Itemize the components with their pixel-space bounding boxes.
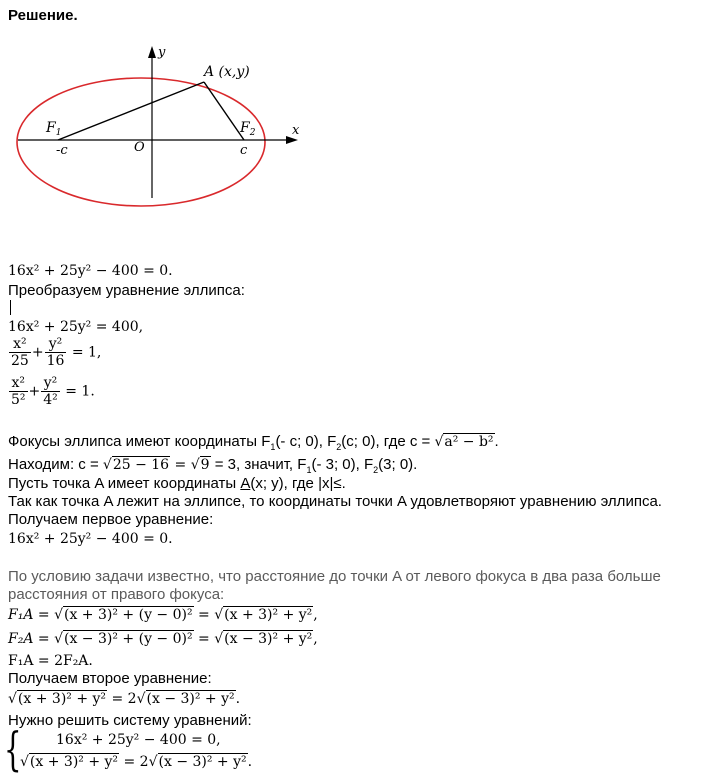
label-f2: $F_2$ <box>240 120 256 138</box>
find-c-line: Находим: c = √25 − 16 = √9 = 3, значит, $F_1(-$ 3; 0), $F_2(3$; 0). <box>8 456 418 475</box>
distance-f1a: F₁A = √(x + 3)² + (y − 0)² = √(x + 3)² + y², <box>8 607 318 623</box>
fraction-y-16: $\frac{\text{y²}}{16}$ <box>46 336 65 369</box>
fraction-y-4sq: $\frac{\text{y²}}{\text{4²}}$ <box>43 375 58 408</box>
label-point-a: A (x,y) <box>204 64 250 80</box>
transform-title: Преобразуем уравнение эллипса: <box>8 282 245 299</box>
fraction-equation-2: $\frac{\text{x²}}{\text{5²}}$ + $\frac{\text{y²}}{\text{4²}}$ = 1. <box>11 375 95 408</box>
system-title: Нужно решить систему уравнений: <box>8 712 252 729</box>
label-f1: $F_1$ <box>46 120 62 138</box>
equation-2: 16x² + 25y² = 400, <box>8 319 144 335</box>
fraction-x-25: $\frac{\text{x²}}{25}$ <box>11 336 29 369</box>
label-minus-c: -c <box>56 143 68 158</box>
system-brace: { <box>4 722 22 776</box>
system-row-1: 16x² + 25y² − 400 = 0, <box>56 732 221 748</box>
condition-line-1: По условию задачи известно, что расстояние до точки A от левого фокуса в два раза больше <box>8 568 661 585</box>
equation-1: 16x² + 25y² − 400 = 0. <box>8 263 173 279</box>
solution-heading: Решение. <box>8 7 78 24</box>
label-x: x <box>292 123 300 138</box>
label-origin: O <box>134 140 145 155</box>
point-a-link[interactable]: A <box>240 475 251 492</box>
segment-a-f2 <box>204 82 244 140</box>
label-c: c <box>240 143 248 158</box>
first-equation-title: Получаем первое уравнение: <box>8 511 214 528</box>
ellipse-figure <box>0 40 320 210</box>
label-y: y <box>158 45 166 60</box>
distance-f2a: F₂A = √(x − 3)² + (y − 0)² = √(x − 3)² + y², <box>8 631 318 647</box>
condition-line-2: расстояния от правого фокуса: <box>8 586 225 603</box>
distance-relation: F₁A = 2F₂A. <box>8 653 93 669</box>
point-on-ellipse-line: Так как точка A лежит на эллипсе, то координаты точки A удовлетворяют уравнению эллипса. <box>8 493 662 510</box>
second-equation: √(x + 3)² + y² = 2√(x − 3)² + y². <box>8 691 241 707</box>
y-axis-arrow <box>148 46 156 58</box>
text-cursor <box>10 300 11 315</box>
fraction-equation-1: $\frac{\text{x²}}{25}$ + $\frac{\text{y²}}{16}$ = 1, <box>11 336 102 369</box>
second-equation-title: Получаем второе уравнение: <box>8 670 212 687</box>
point-a-line: Пусть точка A имеет координаты A(x; y), где |x|≤. <box>8 475 346 492</box>
system-row-2: √(x + 3)² + y² = 2√(x − 3)² + y². <box>20 754 253 770</box>
segment-f1-a <box>58 82 204 140</box>
first-equation: 16x² + 25y² − 400 = 0. <box>8 531 173 547</box>
foci-line: Фокусы эллипса имеют координаты $F_1(-$ c; 0), $F_2(c$; 0), где c = √a² − b². <box>8 433 499 452</box>
fraction-x-5sq: $\frac{\text{x²}}{\text{5²}}$ <box>11 375 26 408</box>
